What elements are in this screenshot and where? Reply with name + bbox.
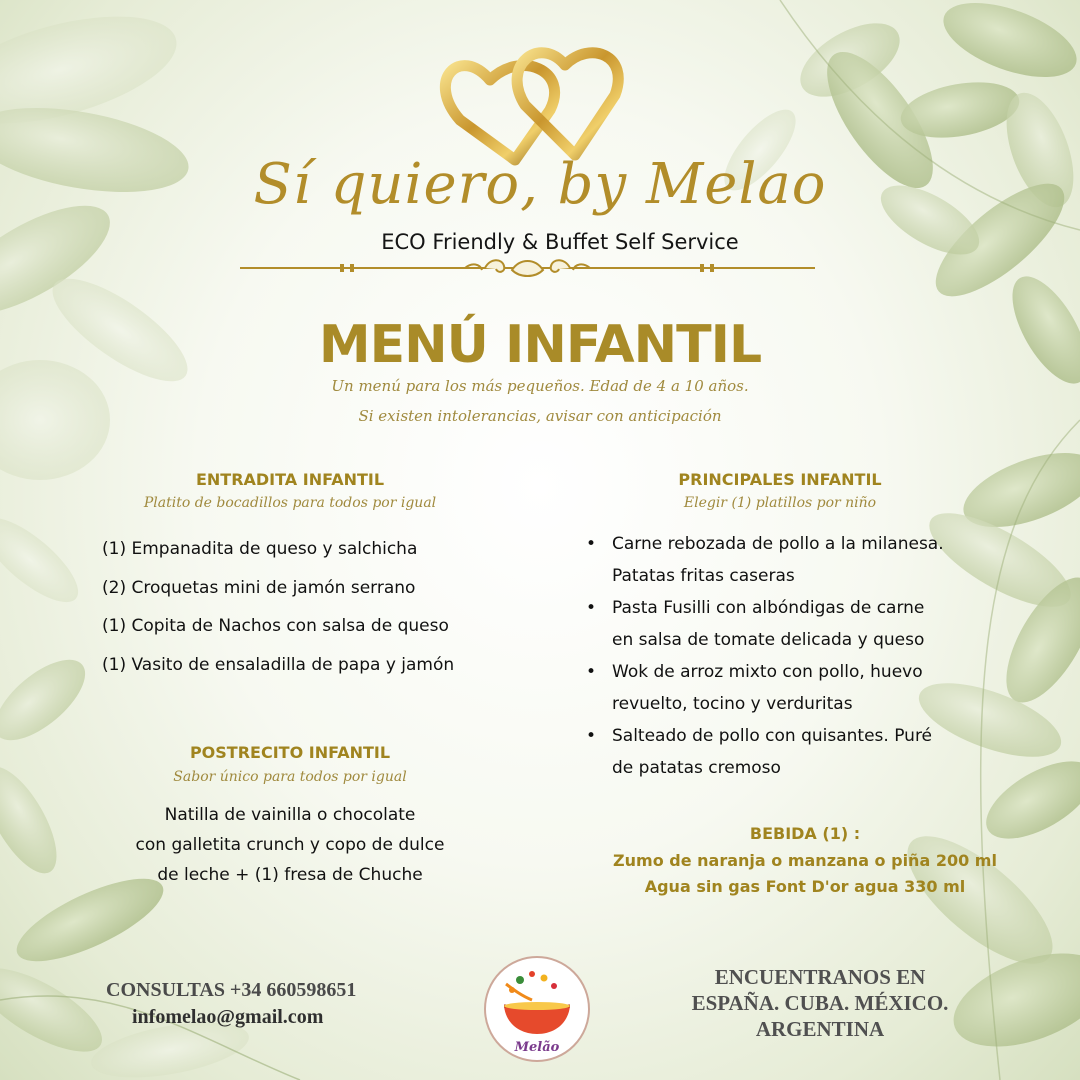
postrecito-heading: POSTRECITO INFANTIL bbox=[189, 743, 391, 762]
logo-text: Melão bbox=[514, 1040, 560, 1055]
list-item bbox=[584, 656, 1014, 720]
postrecito-subheading: Sabor único para todos por igual bbox=[173, 769, 407, 785]
list-item: (1) Copita de Nachos con salsa de queso bbox=[102, 616, 449, 636]
locations-heading: ENCUENTRANOS EN bbox=[714, 965, 926, 989]
dish-line: Carne rebozada de pollo a la milanesa. bbox=[612, 534, 944, 554]
melao-bowl-logo-icon bbox=[482, 954, 592, 1064]
postrecito-line: Natilla de vainilla o chocolate bbox=[164, 805, 416, 825]
list-item: (2) Croquetas mini de jamón serrano bbox=[102, 577, 416, 598]
dish-line: Patatas fritas caseras bbox=[612, 566, 795, 586]
locations-list: ESPAÑA. CUBA. MÉXICO. bbox=[691, 991, 949, 1015]
list-item bbox=[584, 720, 1014, 784]
menu-title: MENÚ INFANTIL bbox=[318, 315, 762, 375]
contact-phone: CONSULTAS +34 660598651 bbox=[106, 979, 357, 1001]
principales-heading: PRINCIPALES INFANTIL bbox=[678, 470, 882, 489]
dish-line: de patatas cremoso bbox=[612, 758, 781, 778]
dish-line: Pasta Fusilli con albóndigas de carne bbox=[612, 598, 925, 618]
list-item: (1) Empanadita de queso y salchicha bbox=[102, 539, 418, 559]
locations-list-cont: ARGENTINA bbox=[755, 1017, 885, 1041]
postrecito-line: de leche + (1) fresa de Chuche bbox=[157, 865, 423, 885]
principales-list bbox=[584, 528, 1014, 784]
bullet-icon: • bbox=[586, 534, 597, 554]
bebida-juice: Zumo de naranja o manzana o piña 200 ml bbox=[613, 851, 997, 870]
menu-subtitle-age: Un menú para los más pequeños. Edad de 4 a 10 años. bbox=[331, 377, 749, 395]
ornament-divider bbox=[240, 256, 815, 280]
leaf-cluster-top-left bbox=[0, 0, 202, 480]
postrecito-description bbox=[80, 800, 500, 890]
list-item: (1) Vasito de ensaladilla de papa y jamón bbox=[102, 654, 455, 675]
dish-line: revuelto, tocino y verduritas bbox=[612, 694, 853, 714]
dish-line: en salsa de tomate delicada y queso bbox=[612, 630, 925, 650]
brand-tagline: ECO Friendly & Buffet Self Service bbox=[381, 230, 739, 254]
list-item bbox=[584, 528, 1014, 592]
bullet-icon: • bbox=[586, 726, 597, 746]
entradita-list bbox=[102, 536, 522, 690]
postrecito-line: con galletita crunch y copo de dulce bbox=[135, 835, 445, 855]
contact-email[interactable]: infomelao@gmail.com bbox=[132, 1006, 324, 1028]
bebida-heading: BEBIDA (1) : bbox=[749, 824, 861, 843]
menu-subtitle-intolerance: Si existen intolerancias, avisar con anticipación bbox=[358, 407, 722, 425]
bullet-icon: • bbox=[586, 662, 597, 682]
dish-line: Wok de arroz mixto con pollo, huevo bbox=[612, 662, 923, 682]
bebida-water: Agua sin gas Font D'or agua 330 ml bbox=[644, 877, 966, 896]
dish-line: Salteado de pollo con quisantes. Puré bbox=[612, 726, 933, 746]
bullet-icon: • bbox=[586, 598, 597, 618]
brand-title: Sí quiero, by Melao bbox=[253, 152, 827, 217]
entradita-heading: ENTRADITA INFANTIL bbox=[195, 470, 385, 489]
entradita-subheading: Platito de bocadillos para todos por igual bbox=[143, 495, 437, 511]
principales-subheading: Elegir (1) platillos por niño bbox=[683, 495, 877, 511]
list-item bbox=[584, 592, 1014, 656]
